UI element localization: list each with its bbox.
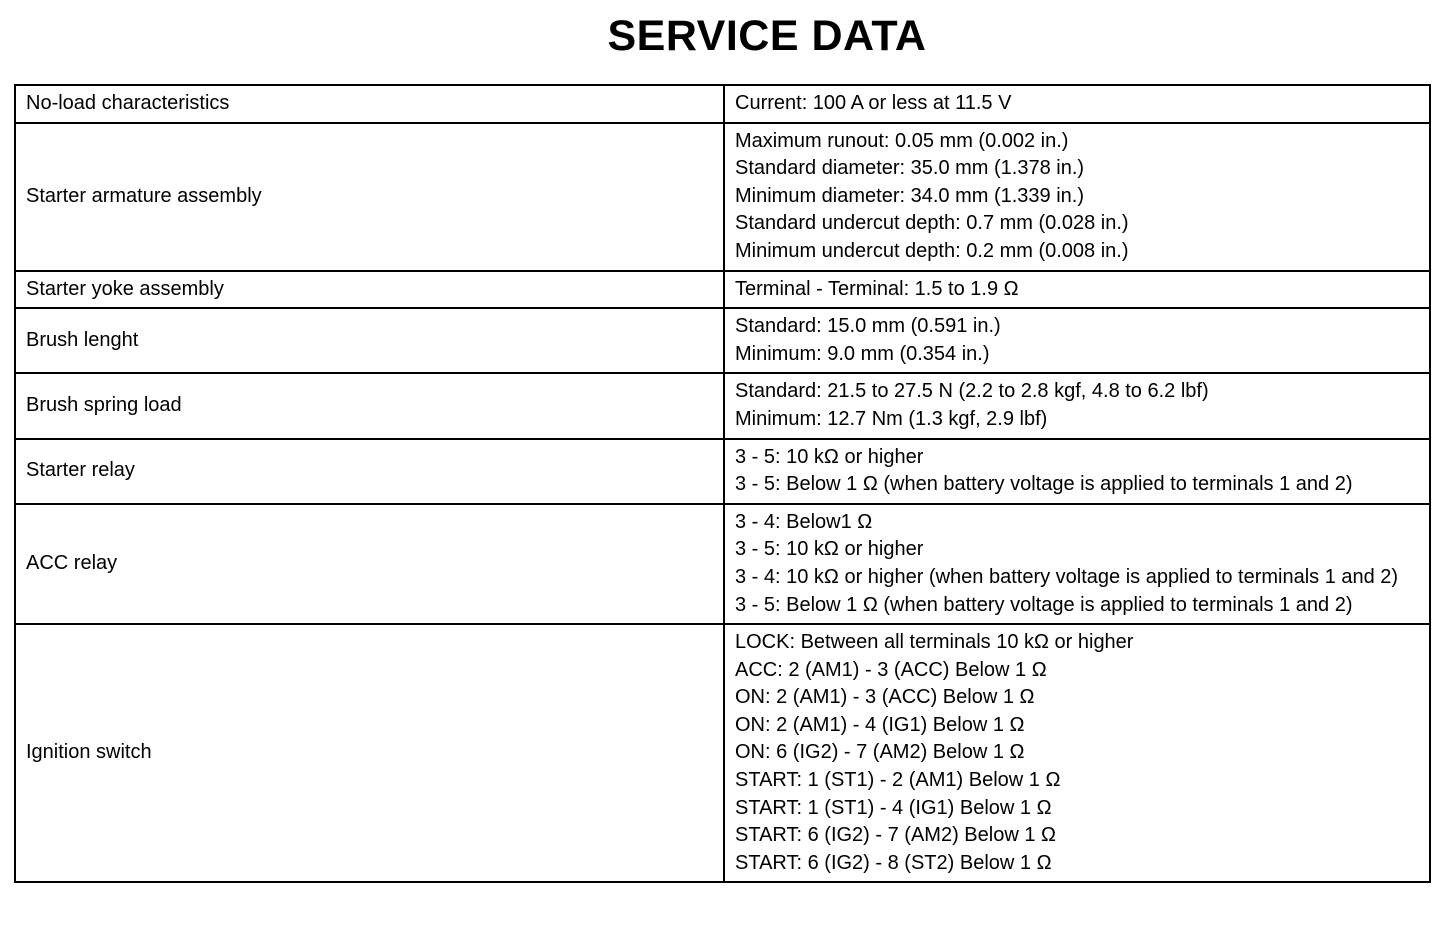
value-line: Standard: 15.0 mm (0.591 in.): [735, 315, 1001, 338]
value-line: ON: 2 (AM1) - 4 (IG1) Below 1 Ω: [735, 713, 1025, 736]
value-line: Terminal - Terminal: 1.5 to 1.9 Ω: [735, 277, 1019, 300]
item-cell: [15, 85, 724, 123]
value-cell: [724, 504, 1430, 624]
value-line: ON: 2 (AM1) - 3 (ACC) Below 1 Ω: [735, 686, 1035, 709]
value-line: START: 6 (IG2) - 7 (AM2) Below 1 Ω: [735, 824, 1056, 847]
value-cell: [724, 439, 1430, 504]
item-cell: [15, 271, 724, 309]
table-row: [15, 308, 1430, 373]
item-cell: [15, 439, 724, 504]
item-cell: [15, 504, 724, 624]
value-cell: [724, 308, 1430, 373]
service-data-table: [14, 84, 1431, 883]
item-cell: [15, 308, 724, 373]
table-row: [15, 373, 1430, 438]
value-line: 3 - 5: Below 1 Ω (when battery voltage is applied to terminals 1 and 2): [735, 473, 1353, 496]
value-line: Standard: 21.5 to 27.5 N (2.2 to 2.8 kgf, 4.8 to 6.2 lbf): [735, 380, 1209, 403]
item-label: Starter relay: [26, 459, 135, 482]
table-row: [15, 504, 1430, 624]
item-label: Brush spring load: [26, 394, 182, 417]
value-cell: [724, 373, 1430, 438]
value-line: LOCK: Between all terminals 10 kΩ or higher: [735, 631, 1134, 654]
item-label: Brush lenght: [26, 328, 139, 351]
value-cell: [724, 123, 1430, 271]
value-line: ON: 6 (IG2) - 7 (AM2) Below 1 Ω: [735, 741, 1025, 764]
service-data-table-body: [15, 85, 1430, 882]
table-row: [15, 271, 1430, 309]
value-line: Standard undercut depth: 0.7 mm (0.028 in.): [735, 212, 1129, 235]
value-line: Minimum undercut depth: 0.2 mm (0.008 in.): [735, 239, 1129, 262]
table-row: [15, 439, 1430, 504]
table-row: [15, 624, 1430, 882]
value-line: 3 - 4: 10 kΩ or higher (when battery voltage is applied to terminals 1 and 2): [735, 565, 1399, 588]
page-title: SERVICE DATA: [607, 12, 927, 60]
value-cell: [724, 85, 1430, 123]
value-line: 3 - 5: 10 kΩ or higher: [735, 445, 924, 468]
value-line: 3 - 4: Below1 Ω: [735, 510, 873, 533]
item-cell: [15, 624, 724, 882]
value-line: START: 1 (ST1) - 4 (IG1) Below 1 Ω: [735, 796, 1052, 819]
item-cell: [15, 373, 724, 438]
item-label: Starter yoke assembly: [26, 277, 224, 300]
item-label: ACC relay: [26, 552, 118, 575]
value-line: START: 1 (ST1) - 2 (AM1) Below 1 Ω: [735, 769, 1061, 792]
value-line: Minimum diameter: 34.0 mm (1.339 in.): [735, 184, 1085, 207]
value-line: ACC: 2 (AM1) - 3 (ACC) Below 1 Ω: [735, 658, 1047, 681]
item-label: No-load characteristics: [26, 92, 230, 114]
value-cell: [724, 624, 1430, 882]
item-cell: [15, 123, 724, 271]
value-line: START: 6 (IG2) - 8 (ST2) Below 1 Ω: [735, 851, 1052, 874]
value-line: 3 - 5: Below 1 Ω (when battery voltage is applied to terminals 1 and 2): [735, 593, 1353, 616]
table-row: [15, 123, 1430, 271]
value-cell: [724, 271, 1430, 309]
value-line: Minimum: 12.7 Nm (1.3 kgf, 2.9 lbf): [735, 407, 1048, 430]
value-line: Minimum: 9.0 mm (0.354 in.): [735, 342, 990, 365]
item-label: Ignition switch: [26, 741, 152, 764]
value-line: Current: 100 A or less at 11.5 V: [735, 92, 1012, 114]
value-line: Maximum runout: 0.05 mm (0.002 in.): [735, 129, 1069, 152]
value-line: 3 - 5: 10 kΩ or higher: [735, 538, 924, 561]
value-line: Standard diameter: 35.0 mm (1.378 in.): [735, 157, 1085, 180]
table-row: [15, 85, 1430, 123]
item-label: Starter armature assembly: [26, 184, 262, 207]
